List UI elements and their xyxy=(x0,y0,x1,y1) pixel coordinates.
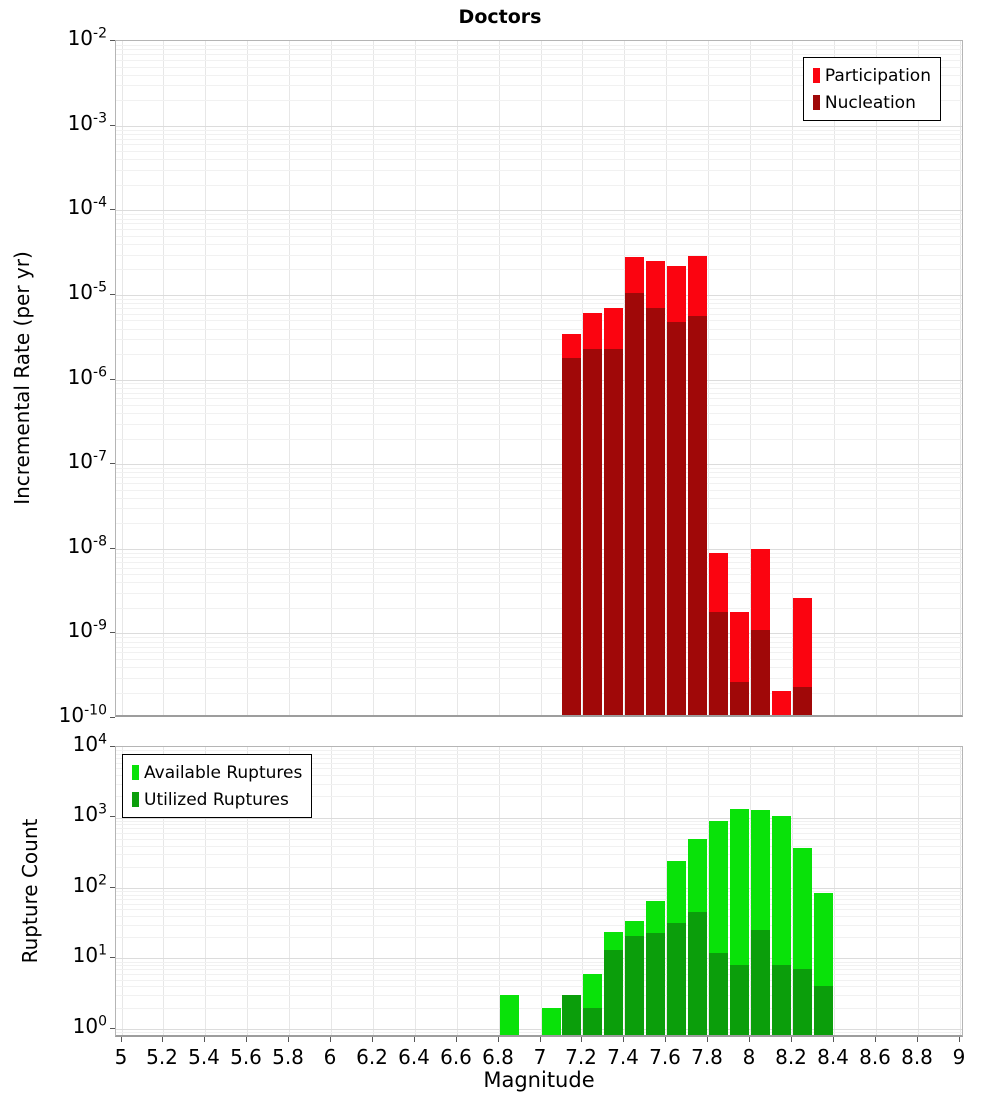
minor-gridline xyxy=(116,1036,962,1037)
legend-label: Available Ruptures xyxy=(144,762,303,783)
vertical-gridline xyxy=(373,41,374,715)
y-tick-mark xyxy=(110,1028,115,1029)
x-tick-mark xyxy=(246,1037,247,1042)
decade-gridline xyxy=(116,549,962,550)
x-tick-label: 6.4 xyxy=(398,1045,430,1069)
figure-title: Doctors xyxy=(458,6,542,28)
minor-gridline xyxy=(116,314,962,315)
legend-label: Utilized Ruptures xyxy=(144,789,289,810)
nucleation-bar xyxy=(751,630,770,717)
vertical-gridline xyxy=(834,41,835,715)
minor-gridline xyxy=(116,244,962,245)
minor-gridline xyxy=(116,185,962,186)
y-tick-mark xyxy=(110,294,115,295)
decade-gridline xyxy=(116,210,962,211)
nucleation-bar xyxy=(625,293,644,717)
minor-gridline xyxy=(116,219,962,220)
vertical-gridline xyxy=(541,41,542,715)
minor-gridline xyxy=(116,49,962,50)
minor-gridline xyxy=(116,508,962,509)
minor-gridline xyxy=(116,320,962,321)
vertical-gridline xyxy=(289,41,290,715)
legend-item xyxy=(813,62,931,89)
utilized-ruptures-bar xyxy=(751,930,770,1037)
x-tick-mark xyxy=(498,1037,499,1042)
x-tick-label: 8.6 xyxy=(859,1045,891,1069)
x-tick-label: 6 xyxy=(323,1045,337,1069)
decade-gridline xyxy=(116,380,962,381)
minor-gridline xyxy=(116,134,962,135)
decade-gridline xyxy=(116,633,962,634)
count-y-axis-title: Rupture Count xyxy=(18,818,42,964)
minor-gridline xyxy=(116,969,962,970)
minor-gridline xyxy=(116,593,962,594)
legend-item xyxy=(132,786,302,813)
minor-gridline xyxy=(116,151,962,152)
minor-gridline xyxy=(116,1032,962,1033)
minor-gridline xyxy=(116,854,962,855)
minor-gridline xyxy=(116,498,962,499)
minor-gridline xyxy=(116,159,962,160)
nucleation-bar xyxy=(604,349,623,717)
x-tick-label: 8.8 xyxy=(901,1045,933,1069)
minor-gridline xyxy=(116,490,962,491)
x-tick-label: 8.2 xyxy=(775,1045,807,1069)
decade-gridline xyxy=(116,464,962,465)
utilized-ruptures-bar xyxy=(646,933,665,1037)
y-tick-label: $10^2$ xyxy=(72,872,107,897)
x-tick-mark xyxy=(372,1037,373,1042)
x-tick-label: 7 xyxy=(533,1045,547,1069)
minor-gridline xyxy=(116,642,962,643)
utilized-ruptures-bar xyxy=(772,965,791,1037)
minor-gridline xyxy=(116,557,962,558)
x-tick-label: 6.8 xyxy=(482,1045,514,1069)
decade-gridline xyxy=(116,126,962,127)
nucleation-bar xyxy=(667,322,686,717)
y-tick-mark xyxy=(110,746,115,747)
vertical-gridline xyxy=(122,41,123,715)
minor-gridline xyxy=(116,659,962,660)
x-tick-mark xyxy=(623,1037,624,1042)
minor-gridline xyxy=(116,477,962,478)
x-tick-mark xyxy=(121,1037,122,1042)
minor-gridline xyxy=(116,986,962,987)
y-tick-label: $10^{-4}$ xyxy=(67,194,107,219)
utilized-ruptures-bar xyxy=(730,965,749,1037)
vertical-gridline xyxy=(918,41,919,715)
minor-gridline xyxy=(116,398,962,399)
nucleation-bar xyxy=(562,358,581,717)
minor-gridline xyxy=(116,139,962,140)
legend-label: Nucleation xyxy=(824,92,916,113)
y-tick-mark xyxy=(110,632,115,633)
vertical-gridline xyxy=(247,41,248,715)
minor-gridline xyxy=(116,608,962,609)
x-tick-mark xyxy=(540,1037,541,1042)
utilized-ruptures-swatch xyxy=(132,792,139,807)
x-tick-label: 5.4 xyxy=(188,1045,220,1069)
minor-gridline xyxy=(116,308,962,309)
x-tick-mark xyxy=(707,1037,708,1042)
minor-gridline xyxy=(116,439,962,440)
y-tick-label: $10^{-10}$ xyxy=(58,702,107,727)
y-tick-label: $10^{-8}$ xyxy=(67,533,107,558)
minor-gridline xyxy=(116,995,962,996)
nucleation-bar xyxy=(583,349,602,717)
utilized-ruptures-bar xyxy=(667,923,686,1037)
available-ruptures-bar xyxy=(542,1008,561,1037)
minor-gridline xyxy=(116,483,962,484)
x-tick-label: 5 xyxy=(114,1045,128,1069)
minor-gridline xyxy=(116,839,962,840)
minor-gridline xyxy=(116,223,962,224)
minor-gridline xyxy=(116,895,962,896)
minor-gridline xyxy=(116,582,962,583)
y-tick-label: $10^3$ xyxy=(72,801,107,826)
minor-gridline xyxy=(116,637,962,638)
x-tick-mark xyxy=(288,1037,289,1042)
x-tick-label: 5.8 xyxy=(272,1045,304,1069)
minor-gridline xyxy=(116,891,962,892)
minor-gridline xyxy=(116,405,962,406)
participation-bar xyxy=(772,691,791,717)
x-tick-mark xyxy=(456,1037,457,1042)
y-tick-mark xyxy=(110,40,115,41)
y-tick-label: $10^{-9}$ xyxy=(67,617,107,642)
minor-gridline xyxy=(116,236,962,237)
decade-gridline xyxy=(116,295,962,296)
nucleation-bar xyxy=(709,612,728,717)
available-ruptures-swatch xyxy=(132,765,139,780)
minor-gridline xyxy=(116,354,962,355)
y-tick-label: $10^{-5}$ xyxy=(67,279,107,304)
minor-gridline xyxy=(116,255,962,256)
x-tick-mark xyxy=(162,1037,163,1042)
y-tick-mark xyxy=(110,816,115,817)
y-tick-label: $10^0$ xyxy=(72,1013,107,1038)
minor-gridline xyxy=(116,828,962,829)
minor-gridline xyxy=(116,980,962,981)
rupture-count-legend xyxy=(122,754,312,818)
x-tick-label: 7.2 xyxy=(565,1045,597,1069)
minor-gridline xyxy=(116,424,962,425)
x-tick-label: 9 xyxy=(952,1045,966,1069)
minor-gridline xyxy=(116,170,962,171)
x-tick-mark xyxy=(665,1037,666,1042)
decade-gridline xyxy=(116,888,962,889)
y-tick-label: $10^{-6}$ xyxy=(67,364,107,389)
y-tick-label: $10^{-7}$ xyxy=(67,448,107,473)
y-tick-mark xyxy=(110,957,115,958)
rate-y-axis-title: Incremental Rate (per yr) xyxy=(10,251,34,505)
vertical-gridline xyxy=(205,41,206,715)
minor-gridline xyxy=(116,269,962,270)
minor-gridline xyxy=(116,750,962,751)
decade-gridline xyxy=(116,1029,962,1030)
x-tick-mark xyxy=(330,1037,331,1042)
participation-bar xyxy=(814,715,833,718)
minor-gridline xyxy=(116,299,962,300)
minor-gridline xyxy=(116,647,962,648)
x-tick-mark xyxy=(581,1037,582,1042)
nucleation-bar xyxy=(688,316,707,717)
utilized-ruptures-bar xyxy=(793,969,812,1037)
minor-gridline xyxy=(116,393,962,394)
incremental-rate-legend xyxy=(803,57,941,121)
nucleation-bar xyxy=(793,687,812,717)
x-tick-mark xyxy=(791,1037,792,1042)
x-tick-mark xyxy=(959,1037,960,1042)
x-tick-mark xyxy=(204,1037,205,1042)
legend-item xyxy=(132,759,302,786)
x-tick-mark xyxy=(917,1037,918,1042)
vertical-gridline xyxy=(415,41,416,715)
minor-gridline xyxy=(116,652,962,653)
minor-gridline xyxy=(116,937,962,938)
x-axis-title: Magnitude xyxy=(483,1068,595,1092)
minor-gridline xyxy=(116,54,962,55)
available-ruptures-bar xyxy=(500,995,519,1037)
minor-gridline xyxy=(116,472,962,473)
x-tick-label: 7.8 xyxy=(691,1045,723,1069)
minor-gridline xyxy=(116,693,962,694)
utilized-ruptures-bar xyxy=(583,1008,602,1037)
x-tick-label: 7.4 xyxy=(607,1045,639,1069)
minor-gridline xyxy=(116,821,962,822)
minor-gridline xyxy=(116,965,962,966)
utilized-ruptures-bar xyxy=(625,936,644,1037)
vertical-gridline xyxy=(960,41,961,715)
x-tick-mark xyxy=(833,1037,834,1042)
minor-gridline xyxy=(116,130,962,131)
vertical-gridline xyxy=(876,41,877,715)
vertical-gridline xyxy=(457,41,458,715)
x-tick-mark xyxy=(875,1037,876,1042)
y-tick-label: $10^1$ xyxy=(72,942,107,967)
x-tick-mark xyxy=(749,1037,750,1042)
utilized-ruptures-bar xyxy=(562,995,581,1037)
decade-gridline xyxy=(116,958,962,959)
minor-gridline xyxy=(116,562,962,563)
minor-gridline xyxy=(116,916,962,917)
utilized-ruptures-bar xyxy=(604,950,623,1037)
vertical-gridline xyxy=(331,41,332,715)
participation-swatch xyxy=(813,68,820,83)
x-tick-label: 8 xyxy=(742,1045,756,1069)
x-tick-label: 7.6 xyxy=(649,1045,681,1069)
minor-gridline xyxy=(116,45,962,46)
nucleation-bar xyxy=(646,308,665,718)
y-tick-mark xyxy=(110,379,115,380)
minor-gridline xyxy=(116,678,962,679)
minor-gridline xyxy=(116,329,962,330)
rate-chart-plot xyxy=(115,40,963,717)
minor-gridline xyxy=(116,413,962,414)
y-tick-label: $10^4$ xyxy=(72,731,107,756)
minor-gridline xyxy=(116,468,962,469)
minor-gridline xyxy=(116,553,962,554)
minor-gridline xyxy=(116,962,962,963)
minor-gridline xyxy=(116,667,962,668)
y-tick-label: $10^{-2}$ xyxy=(67,25,107,50)
vertical-gridline xyxy=(499,41,500,715)
y-tick-mark xyxy=(110,463,115,464)
minor-gridline xyxy=(116,523,962,524)
minor-gridline xyxy=(116,824,962,825)
minor-gridline xyxy=(116,229,962,230)
y-tick-mark xyxy=(110,887,115,888)
y-tick-mark xyxy=(110,548,115,549)
minor-gridline xyxy=(116,144,962,145)
vertical-gridline xyxy=(163,41,164,715)
minor-gridline xyxy=(116,568,962,569)
minor-gridline xyxy=(116,974,962,975)
utilized-ruptures-bar xyxy=(709,953,728,1037)
y-tick-mark xyxy=(110,717,115,718)
minor-gridline xyxy=(116,833,962,834)
minor-gridline xyxy=(116,867,962,868)
minor-gridline xyxy=(116,388,962,389)
y-tick-label: $10^{-3}$ xyxy=(67,110,107,135)
minor-gridline xyxy=(116,214,962,215)
y-tick-mark xyxy=(110,209,115,210)
minor-gridline xyxy=(116,1008,962,1009)
nucleation-bar xyxy=(730,682,749,718)
minor-gridline xyxy=(116,339,962,340)
minor-gridline xyxy=(116,925,962,926)
legend-label: Participation xyxy=(824,65,931,86)
utilized-ruptures-bar xyxy=(688,912,707,1037)
minor-gridline xyxy=(116,909,962,910)
minor-gridline xyxy=(116,846,962,847)
x-tick-mark xyxy=(414,1037,415,1042)
legend-item xyxy=(813,89,931,116)
x-tick-label: 8.4 xyxy=(817,1045,849,1069)
minor-gridline xyxy=(116,899,962,900)
x-tick-label: 5.2 xyxy=(146,1045,178,1069)
nucleation-swatch xyxy=(813,95,820,110)
x-tick-label: 5.6 xyxy=(230,1045,262,1069)
minor-gridline xyxy=(116,904,962,905)
x-tick-label: 6.2 xyxy=(356,1045,388,1069)
x-tick-label: 6.6 xyxy=(440,1045,472,1069)
minor-gridline xyxy=(116,303,962,304)
minor-gridline xyxy=(116,383,962,384)
y-tick-mark xyxy=(110,125,115,126)
minor-gridline xyxy=(116,574,962,575)
utilized-ruptures-bar xyxy=(814,986,833,1037)
